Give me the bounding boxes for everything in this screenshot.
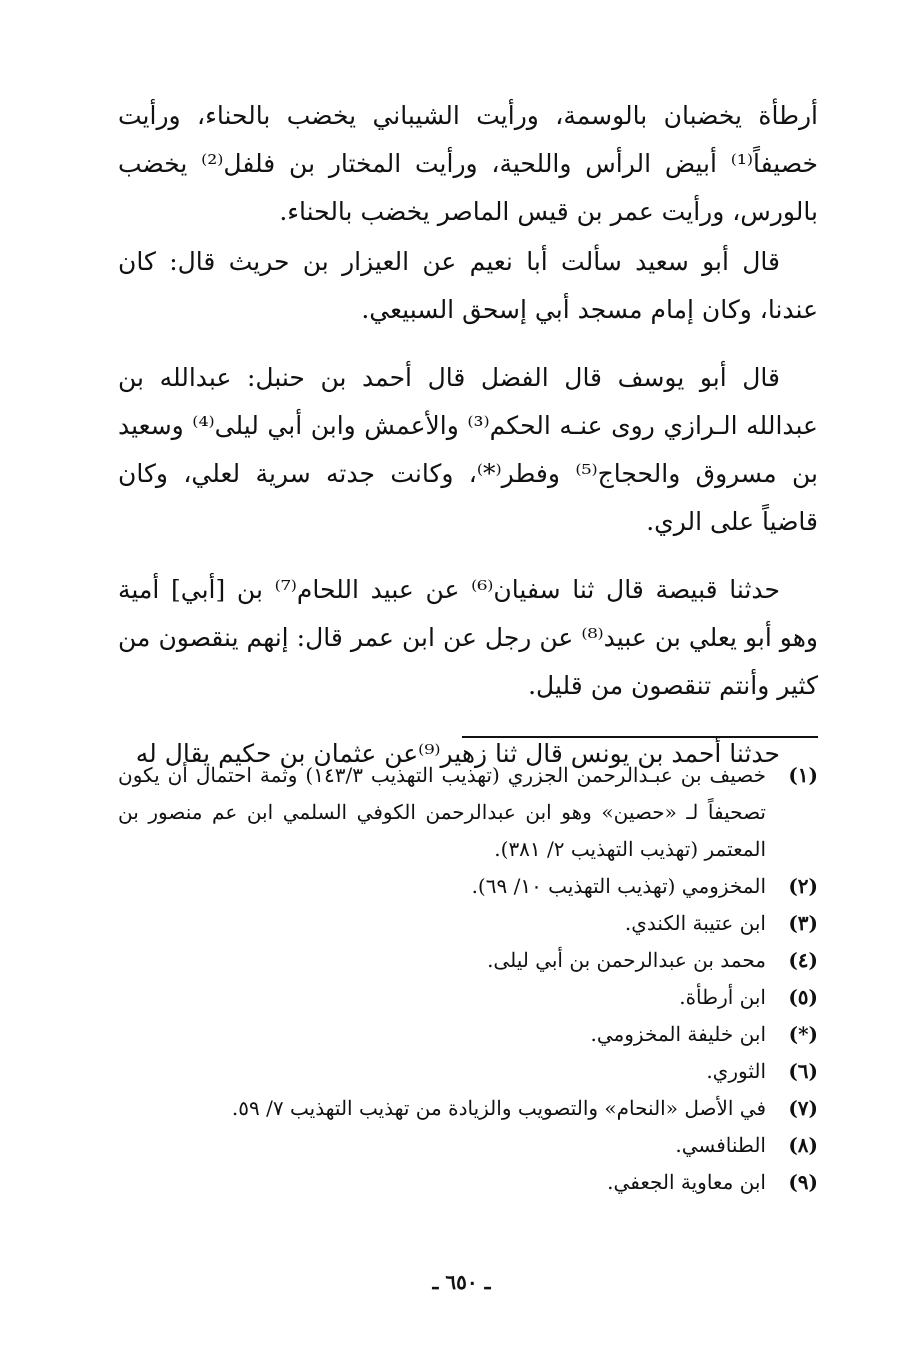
- footnote-number: (٨): [788, 1133, 818, 1157]
- paragraph-4: حدثنا قبيصة قال ثنا سفيان⁽⁶⁾ عن عبيد اللحام⁽⁷⁾ بن [أبي] أمية وهو أبو يعلي بن عبيد⁽⁸⁾ عن رجل عن ابن عمر قال: إنهم ينقصون من كثير وأنتم تنقصون من قليل.: [118, 575, 818, 700]
- footnote-text: الطنافسي.: [675, 1133, 766, 1157]
- footnote-1: [118, 757, 818, 868]
- paragraph-2: قال أبو سعيد سألت أبا نعيم عن العيزار بن حريث قال: كان عندنا، وكان إمام مسجد أبي إسحق السبيعي.: [118, 247, 818, 324]
- footnote-2: [118, 868, 818, 905]
- footnote-text: محمد بن عبدالرحمن بن أبي ليلى.: [487, 948, 766, 972]
- page-number: ـ ٦٥٠ ـ: [432, 1270, 491, 1294]
- footnote-4: [118, 942, 818, 979]
- footnote-text: خصيف بن عبـدالرحمن الجزري (تهذيب التهذيب ١٤٣/٣) وثمة احتمال أن يكون تصحيفاً لـ «حصين» وهو ابن عبدالرحمن الكوفي السلمي ابن عم منصور بن المعتمر (تهذيب التهذيب ٢/ ٣٨١).: [118, 763, 766, 861]
- footnote-text: ابن أرطأة.: [679, 985, 766, 1009]
- footnote-number: (٦): [788, 1059, 818, 1083]
- footnote-number: (١): [788, 763, 818, 787]
- paragraph-5: حدثنا أحمد بن يونس قال ثنا زهير⁽⁹⁾عن عثمان بن حكيم يقال له: [135, 739, 780, 768]
- footnote-text: الثوري.: [706, 1059, 766, 1083]
- footnote-number: (٣): [788, 911, 818, 935]
- footnote-text: ابن معاوية الجعفي.: [607, 1170, 766, 1194]
- footnote-number: (٩): [788, 1170, 818, 1194]
- footnote-separator: [462, 736, 818, 738]
- footnote-number: (٧): [788, 1096, 818, 1120]
- paragraph-1: أرطأة يخضبان بالوسمة، ورأيت الشيباني يخضب بالحناء، ورأيت خصيفاً⁽¹⁾ أبيض الرأس واللحية، ورأيت المختار بن فلفل⁽²⁾ يخضب بالورس، ورأيت عمر بن قيس الماصر يخضب بالحناء.: [118, 101, 818, 226]
- paragraph-3: قال أبو يوسف قال الفضل قال أحمد بن حنبل: عبدالله بن عبدالله الـرازي روى عنـه الحكم⁽³⁾ والأعمش وابن أبي ليلى⁽⁴⁾ وسعيد بن مسروق والحجاج⁽⁵⁾ وفطر⁽*⁾، وكانت جدته سرية لعلي، وكان قاضياً على الري.: [118, 363, 818, 536]
- footnote-3: [118, 905, 818, 942]
- footnote-text: ابن خليفة المخزومي.: [590, 1022, 766, 1046]
- footnote-star: [118, 1016, 818, 1053]
- footnote-number: (٥): [788, 985, 818, 1009]
- footnote-text: في الأصل «النحام» والتصويب والزيادة من تهذيب التهذيب ٧/ ٥٩.: [231, 1096, 766, 1120]
- footnote-number: (٢): [788, 874, 818, 898]
- footnote-9: [118, 1164, 818, 1201]
- footnote-5: [118, 979, 818, 1016]
- footnote-7: [118, 1090, 818, 1127]
- footnote-6: [118, 1053, 818, 1090]
- footnote-number: (٤): [788, 948, 818, 972]
- footnote-text: المخزومي (تهذيب التهذيب ١٠/ ٦٩).: [471, 874, 766, 898]
- footnote-text: ابن عتيبة الكندي.: [624, 911, 766, 935]
- footnotes-list: [118, 757, 818, 1201]
- footnote-8: [118, 1127, 818, 1164]
- main-text: [118, 92, 818, 778]
- footnote-number: (*): [788, 1022, 818, 1046]
